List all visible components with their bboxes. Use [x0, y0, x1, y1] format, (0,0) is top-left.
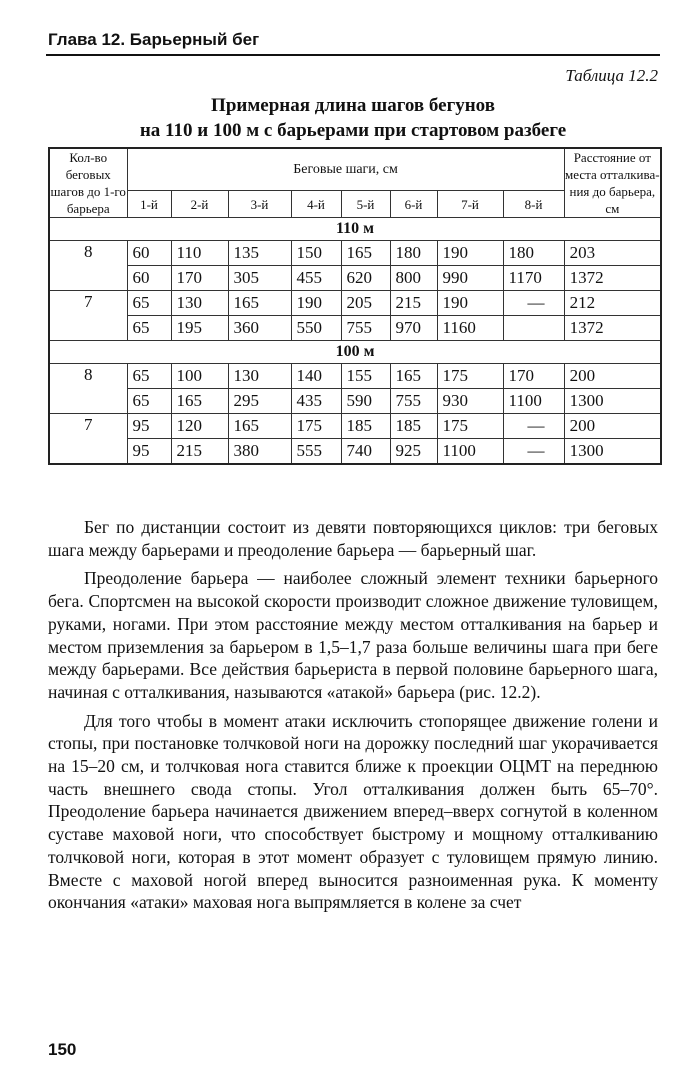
section-label: 100 м	[49, 341, 661, 364]
step-value-cell: 185	[341, 414, 390, 439]
step-value-cell: 800	[390, 266, 437, 291]
step-value-cell: 170	[503, 364, 564, 389]
step-value-cell: 1160	[437, 316, 503, 341]
step-value-cell: 170	[171, 266, 228, 291]
paragraph: Преодоление барьера — наиболее сложный элемент техники барьерного бега. Спортсмен на высокой скорости производит сложное движение туловищем, руками, ногами. При этом расстояние между местом отталкивания на барьер и местом приземления за барьером в 1,5–1,7 раза больше величины шага при беге между барьерами. Все действия барьериста в первой половине барьерного шага, начиная с отталкивания, называются «атакой» барьера (рис. 12.2).	[48, 568, 658, 702]
step-value-cell: 755	[390, 389, 437, 414]
chapter-header: Глава 12. Барьерный бег	[48, 30, 260, 49]
step-value-cell: 190	[291, 291, 341, 316]
step-value-cell: 925	[390, 439, 437, 465]
step-value-cell: 110	[171, 241, 228, 266]
step-value-cell: 295	[228, 389, 291, 414]
header-step: 7-й	[437, 191, 503, 218]
step-value-cell: 150	[291, 241, 341, 266]
steps-count-cell: 7	[49, 414, 127, 465]
step-value-cell: 165	[171, 389, 228, 414]
table-row	[49, 364, 661, 389]
step-value-cell: 1170	[503, 266, 564, 291]
step-value-cell: 970	[390, 316, 437, 341]
header-distance: Расстояние от места отталкива-ния до барьера, см	[565, 150, 660, 216]
step-value-cell: 175	[291, 414, 341, 439]
step-value-cell: 990	[437, 266, 503, 291]
step-value-cell: 380	[228, 439, 291, 465]
step-value-cell: 175	[437, 414, 503, 439]
distance-cell: 1372	[564, 316, 661, 341]
header-steps-count: Кол-во беговых шагов до 1-го барьера	[50, 150, 126, 216]
header-step: 2-й	[171, 191, 228, 218]
section-label: 110 м	[49, 218, 661, 241]
step-value-cell: 95	[127, 414, 171, 439]
step-value-cell: 120	[171, 414, 228, 439]
page-number: 150	[48, 1040, 77, 1059]
header-step: 5-й	[341, 191, 390, 218]
table-title-line-2: на 110 и 100 м с барьерами при стартовом разбеге	[139, 120, 567, 141]
step-value-cell: 135	[228, 241, 291, 266]
step-value-cell: 130	[171, 291, 228, 316]
step-value-cell: 60	[127, 241, 171, 266]
step-value-cell: 65	[127, 389, 171, 414]
step-value-cell: 195	[171, 316, 228, 341]
step-value-cell: 180	[390, 241, 437, 266]
step-value-cell: 305	[228, 266, 291, 291]
paragraph: Для того чтобы в момент атаки исключить стопорящее движение голени и стопы, при постановке толчковой ноги на дорожку последний шаг укорачивается на 15–20 см, и толчковая нога ставится ближе к проекции ОЦМТ на переднюю часть внешнего свода стопы. Угол отталкивания должен быть 65–70°. Преодоление барьера начинается движением вперед–вверх согнутой в коленном суставе маховой ноги, что способствует быстрому и мощному отталкиванию толчковой ноги, которая в этот момент образует с туловищем прямую линию. Вместе с маховой ногой вперед выносится разноименная рука. К моменту окончания «атаки» маховая нога выпрямляется в колене за счет	[48, 710, 658, 913]
step-value-cell: 740	[341, 439, 390, 465]
table-row	[49, 439, 661, 465]
step-value-cell: 185	[390, 414, 437, 439]
distance-cell: 203	[564, 241, 661, 266]
step-value-cell	[503, 316, 564, 341]
table-row	[49, 266, 661, 291]
paragraph: Бег по дистанции состоит из девяти повторяющихся циклов: три беговых шага между барьерами и преодоление барьера — барьерный шаг.	[48, 517, 658, 560]
header-step: 3-й	[228, 191, 291, 218]
section-row	[49, 218, 661, 241]
step-value-cell: 930	[437, 389, 503, 414]
header-rule	[46, 54, 660, 56]
step-value-cell: 130	[228, 364, 291, 389]
step-value-cell: 165	[228, 291, 291, 316]
table-row	[49, 389, 661, 414]
step-value-cell: 190	[437, 291, 503, 316]
step-value-cell: 165	[341, 241, 390, 266]
steps-count-cell: 7	[49, 291, 127, 341]
step-value-cell: —	[503, 414, 564, 439]
step-value-cell: 155	[341, 364, 390, 389]
step-value-cell: 1100	[437, 439, 503, 465]
step-value-cell: 1100	[503, 389, 564, 414]
section-row	[49, 341, 661, 364]
step-value-cell: 65	[127, 291, 171, 316]
distance-cell: 200	[564, 364, 661, 389]
step-value-cell: 180	[503, 241, 564, 266]
step-value-cell: 360	[228, 316, 291, 341]
step-value-cell: 555	[291, 439, 341, 465]
step-value-cell: 165	[390, 364, 437, 389]
distance-cell: 1300	[564, 439, 661, 465]
step-value-cell: 100	[171, 364, 228, 389]
step-value-cell: 620	[341, 266, 390, 291]
step-value-cell: 590	[341, 389, 390, 414]
header-step: 4-й	[291, 191, 341, 218]
table-title-line-1: Примерная длина шагов бегунов	[211, 95, 495, 116]
step-value-cell: 175	[437, 364, 503, 389]
step-value-cell: 65	[127, 316, 171, 341]
table-title	[46, 93, 660, 143]
header-running-steps: Беговые шаги, см	[127, 148, 564, 191]
step-value-cell: 65	[127, 364, 171, 389]
distance-cell: 212	[564, 291, 661, 316]
table-row	[49, 414, 661, 439]
distance-cell: 200	[564, 414, 661, 439]
table-row	[49, 241, 661, 266]
table-row	[49, 291, 661, 316]
table-number: Таблица 12.2	[565, 66, 658, 85]
steps-count-cell: 8	[49, 364, 127, 414]
header-step: 8-й	[503, 191, 564, 218]
step-value-cell: 140	[291, 364, 341, 389]
distance-cell: 1372	[564, 266, 661, 291]
step-value-cell: 190	[437, 241, 503, 266]
step-value-cell: —	[503, 439, 564, 465]
step-value-cell: 755	[341, 316, 390, 341]
body-text	[48, 516, 658, 920]
step-value-cell: —	[503, 291, 564, 316]
step-value-cell: 205	[341, 291, 390, 316]
step-length-table	[48, 147, 662, 465]
step-value-cell: 455	[291, 266, 341, 291]
steps-count-cell: 8	[49, 241, 127, 291]
step-value-cell: 215	[171, 439, 228, 465]
distance-cell: 1300	[564, 389, 661, 414]
table-row	[49, 316, 661, 341]
step-value-cell: 435	[291, 389, 341, 414]
step-value-cell: 550	[291, 316, 341, 341]
header-step: 1-й	[127, 191, 171, 218]
header-step: 6-й	[390, 191, 437, 218]
step-value-cell: 95	[127, 439, 171, 465]
step-value-cell: 60	[127, 266, 171, 291]
step-value-cell: 215	[390, 291, 437, 316]
step-value-cell: 165	[228, 414, 291, 439]
